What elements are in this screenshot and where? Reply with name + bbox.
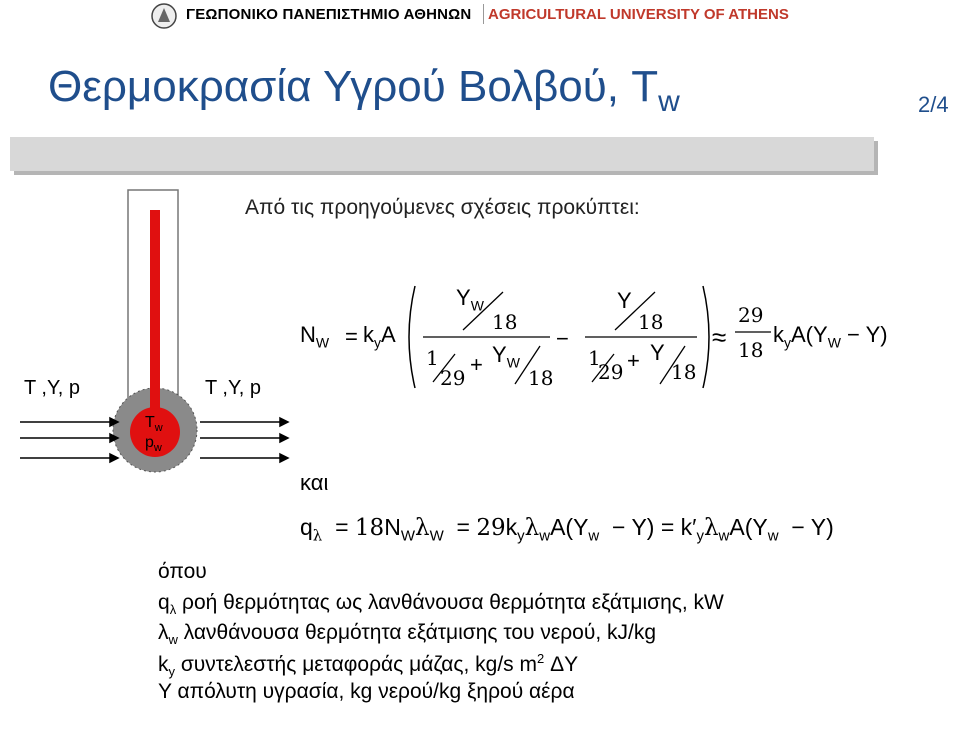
where-label: όπου	[158, 560, 207, 583]
eq1-numerator-y: $Y_W$	[456, 285, 484, 314]
air-state-right-label: T ,Y, p	[205, 377, 261, 399]
eq1-rhs-29: 29	[738, 303, 764, 327]
eq1-num2-18: 18	[638, 310, 664, 334]
eq2-heat-flux: $q_\lambda = 18N_W\lambda_W = 29k_y\lambda_wA(Y_w - Y) = k'_y\lambda_wA(Y_w - Y)$	[300, 514, 834, 545]
eq1-den-y: $Y_W$	[492, 342, 520, 371]
air-state-left-label: T ,Y, p	[24, 377, 80, 399]
eq1-lhs: $N_W$	[300, 322, 330, 351]
eq1-den-18: 18	[528, 366, 554, 390]
university-logo	[150, 2, 178, 30]
eq1-coef: $k_yA$	[363, 322, 396, 351]
eq1-rhs-expression: $k_yA(Y_W - Y)$	[773, 322, 888, 351]
connector-kai: και	[300, 470, 329, 495]
eq1-rhs-fraction-bar	[735, 330, 771, 334]
header-divider	[483, 4, 484, 24]
university-name-greek: ΓΕΩΠΟΝΙΚΟ ΠΑΝΕΠΙΣΤΗΜΙΟ ΑΘΗΝΩΝ	[186, 6, 472, 23]
eq1-plus2: +	[627, 348, 640, 373]
page-number: 2/4	[918, 92, 949, 117]
definition-q: $q_\lambda$ ροή θερμότητας ως λανθάνουσα θερμότητα εξάτμισης, kW	[158, 591, 724, 618]
definition-lambda: $\lambda_w$ λανθάνουσα θερμότητα εξάτμισης του νερού, kJ/kg	[158, 621, 657, 648]
eq1-den-1: 1	[426, 346, 439, 370]
airflow-arrows-right	[200, 418, 288, 462]
eq1-plus: +	[470, 352, 483, 377]
eq1-numerator2-y: Y	[617, 288, 632, 313]
header-bar	[0, 0, 960, 30]
slide-title: Θερμοκρασία Υγρού Βολβού, $T_w$	[48, 62, 680, 118]
bulb-temperature-label: $T_w$	[145, 414, 163, 435]
eq1-equals: =	[345, 324, 358, 349]
bulb-pressure-label: $p_w$	[145, 434, 162, 455]
title-underline-bar	[10, 137, 874, 171]
airflow-arrows-left	[20, 418, 118, 462]
definition-y: Y απόλυτη υγρασία, kg νερού/kg ξηρού αέρα	[158, 680, 575, 703]
eq1-den2-y: Y	[650, 340, 665, 365]
definition-ky: $k_y$ συντελεστής μεταφοράς μάζας, kg/s $m^2$ ΔY	[158, 651, 579, 680]
mercury-column	[150, 210, 160, 410]
intro-text: Από τις προηγούμενες σχέσεις προκύπτει:	[245, 196, 640, 219]
eq1-den2-1: 1	[588, 346, 601, 370]
university-name-english: AGRICULTURAL UNIVERSITY OF ATHENS	[488, 6, 789, 23]
eq1-den-29: 29	[440, 366, 466, 390]
eq1-den2-29: 29	[598, 360, 624, 384]
eq1-rhs-18: 18	[738, 338, 764, 362]
eq1-approx: ≈	[712, 322, 727, 352]
eq1-den2-18: 18	[671, 360, 697, 384]
eq1-num-18: 18	[492, 310, 518, 334]
eq1-minus: −	[556, 326, 569, 351]
